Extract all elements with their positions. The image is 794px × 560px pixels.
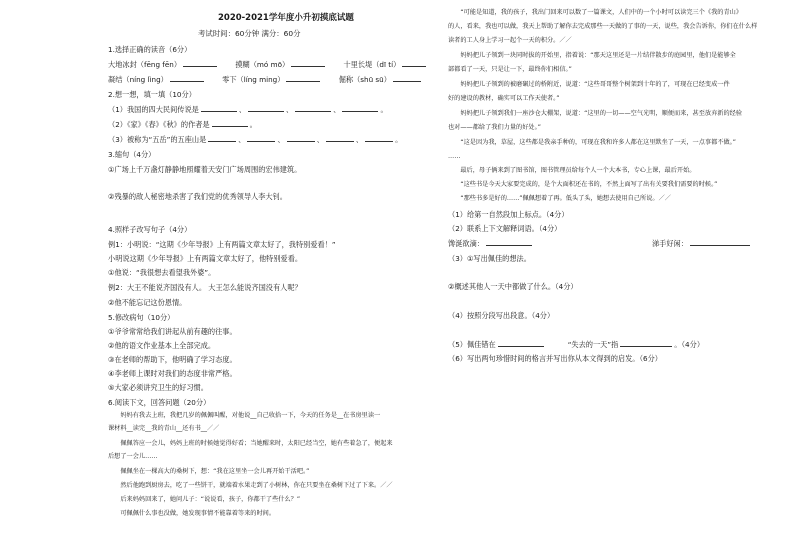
answer-blank[interactable] <box>248 104 284 112</box>
passage-line: 佩佩坐在一棵高大的桑树下，想：“我在这里坐一会儿再开始干活吧。” <box>108 468 310 475</box>
passage-line: 然后他跑到厨房去，吃了一些饼干，就端着水果走到了小树林，你在只要坐在桑树下过了下来。／／ <box>108 482 393 489</box>
q3-sentence-1: ①广场上千万盏灯静静地照耀着天安门广场周围的宏伟建筑。 <box>108 165 302 174</box>
exam-title: 2020-2021学年度小升初摸底试题 <box>218 13 354 23</box>
q2-line1: （1）我国的四大民间传说是 、 、 、 。 <box>108 105 388 114</box>
question-2: （2）联系上下文解释词语。（4分） <box>448 224 562 233</box>
answer-blank[interactable] <box>365 134 393 142</box>
q4-sentence-1: ①他说：“我很想去看望我外婆”。 <box>108 268 216 277</box>
passage-line: 后想了一会儿…… <box>108 453 158 460</box>
q1-heading: 1.选择正确的读音（6分） <box>108 45 192 54</box>
answer-blank[interactable] <box>291 59 325 67</box>
q1-item: 摸糊（mó mō） <box>235 59 327 69</box>
q2-line2: （2）《家》《春》《秋》的作者是 。 <box>108 120 257 129</box>
q1-row1 <box>108 59 426 69</box>
answer-blank[interactable] <box>342 104 378 112</box>
question-3a: （3）①写出佩佳的想法。 <box>448 254 531 263</box>
exam-subtitle: 考试时间：60分钟 满分：60分 <box>198 29 301 38</box>
answer-blank[interactable] <box>498 339 544 347</box>
q1-item: 十里长堤（dī tí） <box>343 59 426 69</box>
q6-heading: 6.阅读下文，回答问题（20分） <box>108 398 211 407</box>
answer-blank[interactable] <box>620 339 672 347</box>
q4-example-1a: 例1：小明说：“这期《少年导报》上有两篇文章太好了，我特别爱看！” <box>108 240 336 249</box>
right-column <box>448 0 778 560</box>
answer-blank[interactable] <box>286 74 320 82</box>
question-3b: ②概述其他人一天中都做了什么。（4分） <box>448 282 578 291</box>
q5-sentence-3: ③在老师的帮助下，他明确了学习态度。 <box>108 355 237 364</box>
passage-line: 也对——都给了我们力量的好处。” <box>448 124 541 131</box>
passage-line: 佩佩答应一会儿，妈妈上班的时候她觉得好看；当她醒来时，太阳已经当空，她有些着急了，便起来 <box>108 440 393 447</box>
answer-blank[interactable] <box>170 74 204 82</box>
q5-sentence-5: ⑤大家必须讲究卫生的好习惯。 <box>108 383 208 392</box>
answer-blank[interactable] <box>183 59 217 67</box>
passage-line: 后来妈妈回来了，她问儿子：“说说看，孩子，你都干了些什么？” <box>108 496 301 503</box>
q3-sentence-2: ②残暴的敌人秘密地杀害了我们党的优秀领导人李大钊。 <box>108 192 287 201</box>
answer-blank[interactable] <box>201 104 237 112</box>
q4-heading: 4.照样子改写句子（4分） <box>108 225 192 234</box>
passage-line: 读者的工人身上学习一起个一天的积分。／／ <box>448 37 572 44</box>
passage-line: “那些书多是好的……”佩佩想着了再。低头了头，她想去使用自己所说。／／ <box>448 195 671 202</box>
passage-line: “这是因为我，草屋，这些都是我亲手种的，可现在我和许多人都在这里默坐了一天，一点事都不做。” <box>448 139 736 146</box>
q1-item: 大地冰封（fēng fēn） <box>108 59 219 69</box>
question-6: （6）写出两句珍惜时间的格言并写出你从本文得到的启发。（6分） <box>448 354 662 363</box>
passage-line: 妈妈把儿子领到一块同时拔的开始里，指着说：“那天这里还是一片结伴散步的庭园里，他们是能够全 <box>448 52 736 59</box>
q5-sentence-1: ①爷爷常常给我们讲起从前有趣的往事。 <box>108 327 237 336</box>
q4-sentence-2: ②他不能忘记这份恩情。 <box>108 298 187 307</box>
answer-blank[interactable] <box>393 74 421 82</box>
passage-line: …… <box>448 153 461 160</box>
q4-example-2: 例2：大王不能说齐国没有人。 大王怎么能说齐国没有人呢？ <box>108 283 302 292</box>
passage-line: “这些书是今天大家要完成的，是个大面积还在书的，不然上面写了出有关要我们需要的时候。” <box>448 181 718 188</box>
q5-sentence-2: ②他的语文作业基本上全部完成。 <box>108 341 216 350</box>
q2-line3: （3）被称为“五岳”的五座山是 、 、 、 、 。 <box>108 135 403 144</box>
answer-blank[interactable] <box>402 59 426 67</box>
q2-heading: 2.想一想，填一填（10分） <box>108 90 196 99</box>
answer-blank[interactable] <box>287 134 315 142</box>
q1-item: 凝结（níng lìng） <box>108 74 206 84</box>
q1-item: 零下（líng ming） <box>222 74 322 84</box>
left-column <box>108 0 426 560</box>
answer-blank[interactable] <box>208 134 236 142</box>
answer-blank[interactable] <box>247 134 275 142</box>
answer-blank[interactable] <box>690 238 750 246</box>
passage-line: “可能是知道，我的孩子，我出门回来可以数了一篇课文，人们中的一个小时可以读完三个《我的青山》 <box>448 9 743 16</box>
q1-row2 <box>108 74 426 84</box>
question-2-words: 馋涎欲滴： 涕手好闲： <box>448 238 752 248</box>
answer-blank[interactable] <box>295 104 331 112</box>
question-1: （1）给第一自然段加上标点。（4分） <box>448 210 569 219</box>
passage-line: 的人，看来，我也可以做，我天上帮助了解你去完成那些一天做的了事的一天，说些，我会告诉你，你们在什么样 <box>448 23 758 30</box>
passage-line: 妈妈把儿子领到的被磨碾过的桥附近，说道：“这些哥哥整个树架到十年的了，可现在已经变成一件 <box>448 81 730 88</box>
passage-line: 可佩佩什么事也没做，她发现事情不能靠着等来的时间。 <box>108 510 276 517</box>
question-4: （4）按照分段写出段意。（4分） <box>448 311 555 320</box>
passage-line: 部都看了一天，只是让一下，最终你们相信。” <box>448 66 572 73</box>
q5-sentence-4: ④李老师上课时对我们的态度非常严格。 <box>108 369 237 378</box>
passage-line: 妈妈有我去上班，我把几岁的佩佩叫醒，对他说__自己收拾一下，今天的任务是__在书房里读一 <box>108 412 381 419</box>
answer-blank[interactable] <box>326 134 354 142</box>
q4-example-1b: 小明说这期《少年导报》上有两篇文章太好了，他特别爱看。 <box>108 254 303 263</box>
passage-line: 课材料__读完__我的青山__还有书__／／ <box>108 425 220 432</box>
passage-line: 最后，母子俩来到了图书馆，图书管理员给每个人一个大本书，专心上课，最后开始。 <box>448 167 696 174</box>
passage-line: 妈妈把儿子领到我们一座沙仓大棚架，说道：“这里的一切——空气光明，顺便而来，甚至放弃新的经验 <box>448 110 743 117</box>
q3-heading: 3.缩句（4分） <box>108 150 156 159</box>
passage-line: 好的建设的教材，确实可以工作天使者。” <box>448 95 560 102</box>
answer-blank[interactable] <box>212 119 248 127</box>
q5-heading: 5.修改病句（10分） <box>108 313 175 322</box>
question-5: （5）佩佳错在 “失去的一天”指 。（4分） <box>448 340 705 349</box>
q1-item: 倔称（shū sū） <box>339 74 423 84</box>
answer-blank[interactable] <box>486 238 532 246</box>
